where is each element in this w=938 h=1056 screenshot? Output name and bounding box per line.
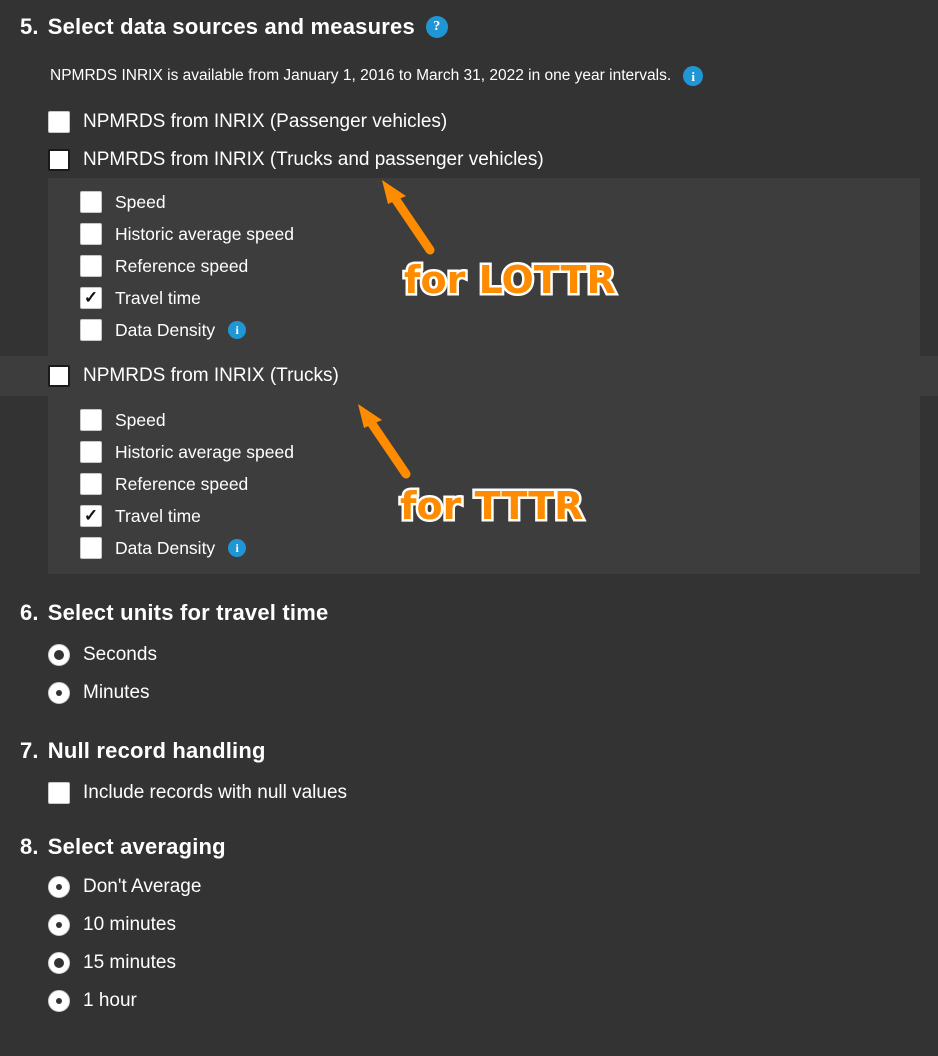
source-label: NPMRDS from INRIX (Trucks)	[83, 365, 339, 386]
measure-row-data-density[interactable]	[48, 532, 920, 564]
checkbox-measure-travel-time[interactable]	[80, 287, 102, 309]
measure-label: Reference speed	[115, 255, 249, 276]
section-title: Select averaging	[47, 834, 226, 859]
source-row-trucks[interactable]	[0, 356, 938, 396]
info-icon[interactable]: i	[683, 66, 703, 86]
measure-label: Speed	[115, 191, 166, 212]
checkbox-source-trucks[interactable]	[48, 365, 70, 387]
section-title: Null record handling	[47, 738, 266, 763]
radio-label: Minutes	[83, 682, 150, 703]
checkbox-include-null-values[interactable]	[48, 782, 70, 804]
help-icon[interactable]: ?	[426, 16, 448, 38]
source-row-trucks-and-passenger-vehicles[interactable]	[0, 142, 938, 178]
radio-row-minutes[interactable]	[0, 674, 938, 712]
radio-seconds[interactable]	[48, 644, 70, 666]
section-title: Select data sources and measures	[47, 14, 415, 39]
checkbox-row-include-null-values[interactable]	[0, 774, 938, 812]
radio-row-seconds[interactable]	[0, 636, 938, 674]
checkbox-source-trucks-and-passenger-vehicles[interactable]	[48, 149, 70, 171]
checkbox-measure-historic-average-speed[interactable]	[80, 223, 102, 245]
measure-label: Data Density	[115, 537, 216, 558]
radio-row-dont-average[interactable]	[0, 868, 938, 906]
checkbox-measure-historic-average-speed[interactable]	[80, 441, 102, 463]
checkbox-measure-reference-speed[interactable]	[80, 255, 102, 277]
radio-dont-average[interactable]	[48, 876, 70, 898]
radio-minutes[interactable]	[48, 682, 70, 704]
measure-row-historic-average-speed[interactable]	[48, 218, 920, 250]
measure-label: Data Density	[115, 319, 216, 340]
availability-text: NPMRDS INRIX is available from January 1, 2016 to March 31, 2022 in one year intervals.	[50, 67, 672, 84]
section-number: 7.	[20, 738, 39, 763]
radio-15-minutes[interactable]	[48, 952, 70, 974]
measure-row-travel-time[interactable]	[48, 282, 920, 314]
measure-row-reference-speed[interactable]	[48, 468, 920, 500]
radio-label: 10 minutes	[83, 914, 176, 935]
checkbox-measure-speed[interactable]	[80, 409, 102, 431]
measure-panel-trucks	[48, 396, 920, 574]
section-title: Select units for travel time	[47, 600, 329, 625]
radio-label: Don't Average	[83, 876, 202, 897]
measure-label: Reference speed	[115, 473, 249, 494]
source-label: NPMRDS from INRIX (Passenger vehicles)	[83, 111, 448, 132]
measure-row-speed[interactable]	[48, 186, 920, 218]
measure-label: Historic average speed	[115, 223, 294, 244]
section-heading-averaging	[0, 834, 938, 860]
measure-panel-trucks-and-passenger-vehicles	[48, 178, 920, 356]
measure-label: Speed	[115, 409, 166, 430]
radio-label: 1 hour	[83, 990, 137, 1011]
section-number: 6.	[20, 600, 39, 625]
checkbox-source-passenger-vehicles[interactable]	[48, 111, 70, 133]
measure-row-reference-speed[interactable]	[48, 250, 920, 282]
source-row-passenger-vehicles[interactable]	[0, 104, 938, 140]
info-icon[interactable]: i	[228, 539, 246, 557]
source-label: NPMRDS from INRIX (Trucks and passenger vehicles)	[83, 149, 544, 170]
radio-row-1-hour[interactable]	[0, 982, 938, 1020]
section-heading-data-sources	[0, 14, 938, 40]
measure-row-travel-time[interactable]	[48, 500, 920, 532]
checkbox-measure-data-density[interactable]	[80, 537, 102, 559]
radio-label: Seconds	[83, 644, 157, 665]
section-number: 8.	[20, 834, 39, 859]
checkbox-measure-speed[interactable]	[80, 191, 102, 213]
radio-row-10-minutes[interactable]	[0, 906, 938, 944]
radio-1-hour[interactable]	[48, 990, 70, 1012]
checkbox-label: Include records with null values	[83, 782, 348, 803]
radio-row-15-minutes[interactable]	[0, 944, 938, 982]
annotation-label-tttr: for TTTR	[400, 484, 584, 528]
checkbox-measure-travel-time[interactable]	[80, 505, 102, 527]
section-heading-null-handling	[0, 738, 938, 764]
measure-row-historic-average-speed[interactable]	[48, 436, 920, 468]
measure-row-data-density[interactable]	[48, 314, 920, 346]
checkbox-measure-reference-speed[interactable]	[80, 473, 102, 495]
measure-label: Historic average speed	[115, 441, 294, 462]
section-number: 5.	[20, 14, 39, 39]
radio-10-minutes[interactable]	[48, 914, 70, 936]
measure-row-speed[interactable]	[48, 404, 920, 436]
measure-label: Travel time	[115, 287, 201, 308]
checkbox-measure-data-density[interactable]	[80, 319, 102, 341]
annotation-label-lottr: for LOTTR	[404, 258, 616, 302]
availability-note	[0, 66, 938, 86]
info-icon[interactable]: i	[228, 321, 246, 339]
radio-label: 15 minutes	[83, 952, 176, 973]
measure-label: Travel time	[115, 505, 201, 526]
section-heading-units	[0, 600, 938, 626]
